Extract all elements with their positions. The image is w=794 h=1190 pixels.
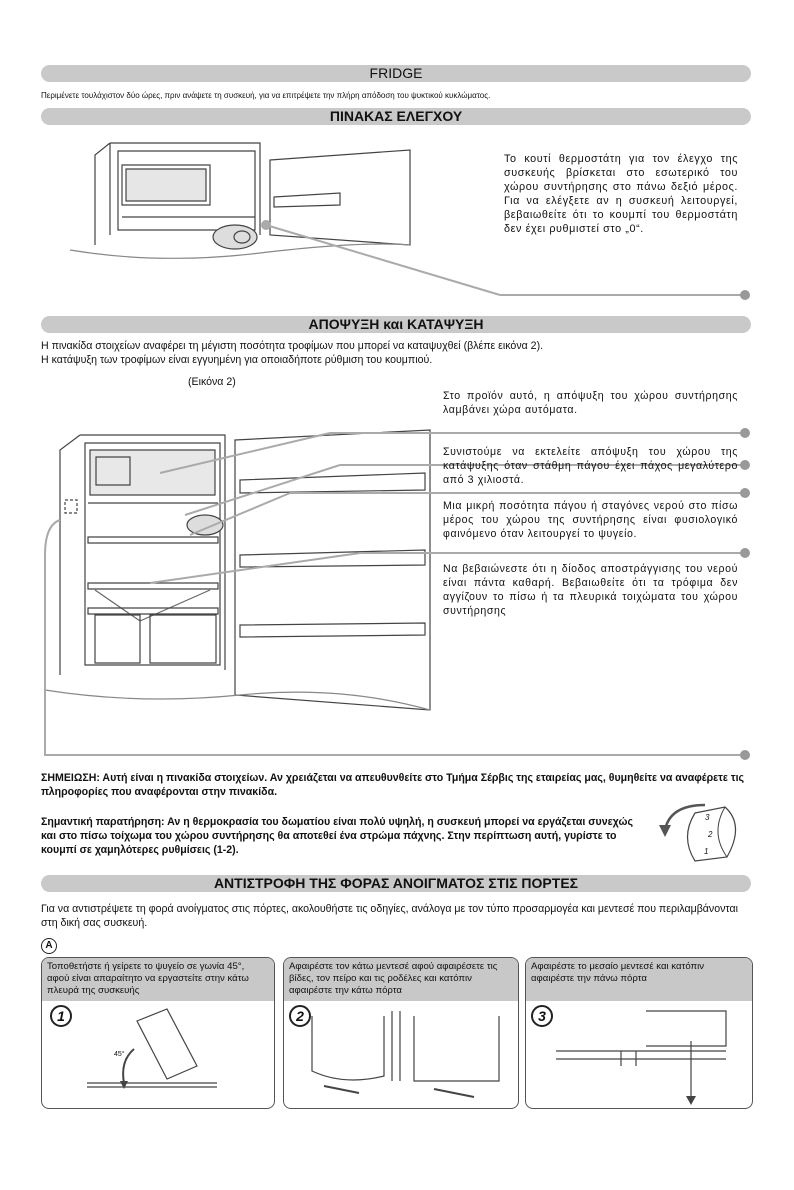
control-panel-text: Το κουτί θερμοστάτη για τον έλεγχο της συσκευής βρίσκεται στο εσωτερικό του χώρου συντήρησης στο πάνω δεξιό μέρος. Για να ελέγξετε αν η συσκευή λειτουργεί, βεβαιωθείτε ότι το κουμπί του θερμοστάτη δεν έχει ρυθμιστεί στο „0“. [504, 153, 738, 235]
step-3-number: 3 [531, 1005, 553, 1027]
step-2-text: Αφαιρέστε τον κάτω μεντεσέ αφού αφαιρέσετε τις βίδες, τον πείρο και τις ροδέλες και κατόπιν αφαιρέστε την κάτω πόρτα [284, 958, 518, 1001]
step-3-text: Αφαιρέστε το μεσαίο μεντεσέ και κατόπιν αφαιρέστε την πάνω πόρτα [526, 958, 752, 1001]
fridge-heading: FRIDGE [41, 65, 751, 82]
variant-a-badge: A [41, 938, 57, 954]
fridge-intro: Περιμένετε τουλάχιστον δύο ώρες, πριν ανάψετε τη συσκευή, για να επιτρέψετε την πλήρη απόδοση του ψυκτικού κυκλώματος. [41, 91, 491, 100]
defrost-note-4: Να βεβαιώνεστε ότι η δίοδος αποστράγγισης του νερού είναι πάντα καθαρή. Βεβαιωθείτε ότι τα τρόφιμα δεν αγγίζουν το πίσω ή τα πλευρικά τοιχώματα του χώρου συντήρησης [443, 563, 738, 617]
step-1-number: 1 [50, 1005, 72, 1027]
step-1-text: Τοποθετήστε ή γείρετε το ψυγείο σε γωνία 45°, αφού είναι απαραίτητο να εργαστείτε στην κάτω πλευρά της συσκευής [42, 958, 274, 1001]
defrost-line-1: Η πινακίδα στοιχείων αναφέρει τη μέγιστη ποσότητα τροφίμων που μπορεί να καταψυχθεί (βλέπε εικόνα 2). [41, 340, 544, 352]
reversal-heading: ΑΝΤΙΣΤΡΟΦΗ ΤΗΣ ΦΟΡΑΣ ΑΝΟΙΓΜΑΤΟΣ ΣΤΙΣ ΠΟΡΤΕΣ [41, 875, 751, 892]
defrost-note-2: Συνιστούμε να εκτελείτε απόψυξη του χώρου της κατάψυξης όταν στάθμη πάγου έχει πάχος μεγαλύτερο από 3 χιλιοστά. [443, 446, 738, 486]
defrost-heading: ΑΠΟΨΥΞΗ και ΚΑΤΑΨΥΞΗ [41, 316, 751, 333]
knob-mark-3: 3 [705, 813, 710, 822]
step-1-panel [41, 957, 275, 1109]
defrost-line-2: Η κατάψυξη των τροφίμων είναι εγγυημένη για οποιαδήποτε ρύθμιση του κουμπιού. [41, 354, 433, 366]
step-2-number: 2 [289, 1005, 311, 1027]
step-3-panel [525, 957, 753, 1109]
important-note: Σημαντική παρατήρηση: Αν η θερμοκρασία του δωματίου είναι πολύ υψηλή, η συσκευή μπορεί να εργάζεται συνεχώς και στο πίσω τοίχωμα του χώρου συντήρησης θα αποτεθεί ένα στρώμα πάχνης. Στην περίπτωση αυτή, γυρίστε το κουμπί σε χαμηλότερες ρυθμίσεις (1-2). [41, 816, 633, 856]
defrost-note-1: Στο προϊόν αυτό, η απόψυξη του χώρου συντήρησης λαμβάνει χώρα αυτόματα. [443, 390, 738, 416]
figure-2-label: (Εικόνα 2) [188, 376, 236, 388]
rating-plate-note: ΣΗΜΕΙΩΣΗ: Αυτή είναι η πινακίδα στοιχείων. Αν χρειάζεται να απευθυνθείτε στο Τμήμα Σέρβις της εταιρείας μας, θυμηθείτε να αναφέρετε τις πληροφορίες που αναφέρονται στην πινακίδα. [41, 772, 745, 798]
step-2-panel [283, 957, 519, 1109]
knob-mark-2: 2 [708, 830, 713, 839]
reversal-text: Για να αντιστρέψετε τη φορά ανοίγματος στις πόρτες, ακολουθήστε τις οδηγίες, ανάλογα με τον τύπο προσαρμογέα και μεντεσέ που περιλαμβάνονται στη δική σας συσκευή. [41, 903, 738, 929]
control-panel-heading: ΠΙΝΑΚΑΣ ΕΛΕΓΧΟΥ [41, 108, 751, 125]
thermostat-knob-illustration [655, 795, 755, 870]
knob-mark-1: 1 [704, 847, 709, 856]
defrost-note-3: Μια μικρή ποσότητα πάγου ή σταγόνες νερού στο πίσω μέρος του χώρου της συντήρησης είναι φυσιολογικό φαινόμενο όταν λειτουργεί το ψυγείο. [443, 500, 738, 540]
step-1-angle: 45° [114, 1051, 125, 1058]
